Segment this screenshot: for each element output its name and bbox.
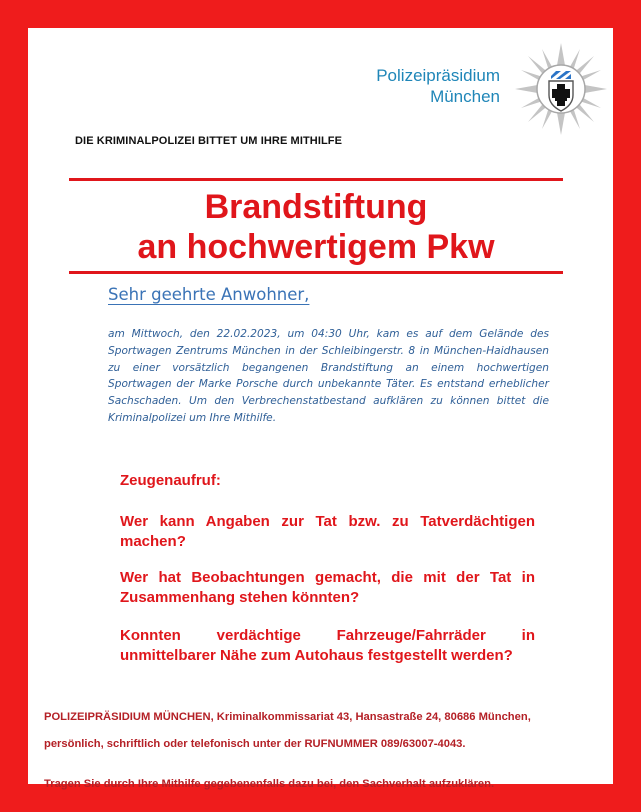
organization-name-line-2: München — [430, 87, 500, 106]
appeal-heading: Zeugenaufruf: — [120, 472, 221, 489]
title-rule-top — [69, 178, 563, 181]
appeal-question-2: Wer hat Beobachtungen gemacht, die mit der Tat in Zusammenhang stehen könnten? — [120, 569, 535, 606]
poster-title — [69, 187, 563, 267]
appeal-question-3: Konnten verdächtige Fahrzeuge/Fahrräder in unmittelbarer Nähe zum Autohaus festgestellt werden? — [120, 627, 535, 664]
organization-name — [350, 65, 500, 107]
appeal-question-1: Wer kann Angaben zur Tat bzw. zu Tatverdächtigen machen? — [120, 513, 535, 550]
poster-title-line-2: an hochwertigem Pkw — [137, 228, 495, 266]
closing-line: Tragen Sie durch Ihre Mithilfe gegebenenfalls dazu bei, den Sachverhalt aufzuklären. — [44, 778, 495, 790]
poster-title-line-1: Brandstiftung — [204, 188, 428, 226]
kicker-text: DIE KRIMINALPOLIZEI BITTET UM IHRE MITHILFE — [75, 135, 343, 147]
contact-line-1: POLIZEIPRÄSIDIUM MÜNCHEN, Kriminalkommissariat 43, Hansastraße 24, 80686 München, — [44, 711, 531, 723]
police-star-badge-icon — [513, 41, 609, 137]
contact-line-2: persönlich, schriftlich oder telefonisch unter der RUFNUMMER 089/63007-4043. — [44, 738, 466, 750]
title-rule-bottom — [69, 271, 563, 274]
organization-name-line-1: Polizeipräsidium — [376, 66, 500, 85]
greeting: Sehr geehrte Anwohner, — [108, 285, 310, 304]
incident-description: am Mittwoch, den 22.02.2023, um 04:30 Uhr, kam es auf dem Gelände des Sportwagen Zentrums München in der Schleibingerstr. 8 in München-Haidhausen zu einer vorsätzlich begangenen Brandstiftung an einem hochwertigen Sportwagen der Marke Porsche durch unbekannte Täter. Es entstand erheblicher Sachschaden. Um den Verbrechenstatbestand aufklären zu können bittet die Kriminalpolizei um Ihre Mithilfe. — [108, 328, 549, 424]
